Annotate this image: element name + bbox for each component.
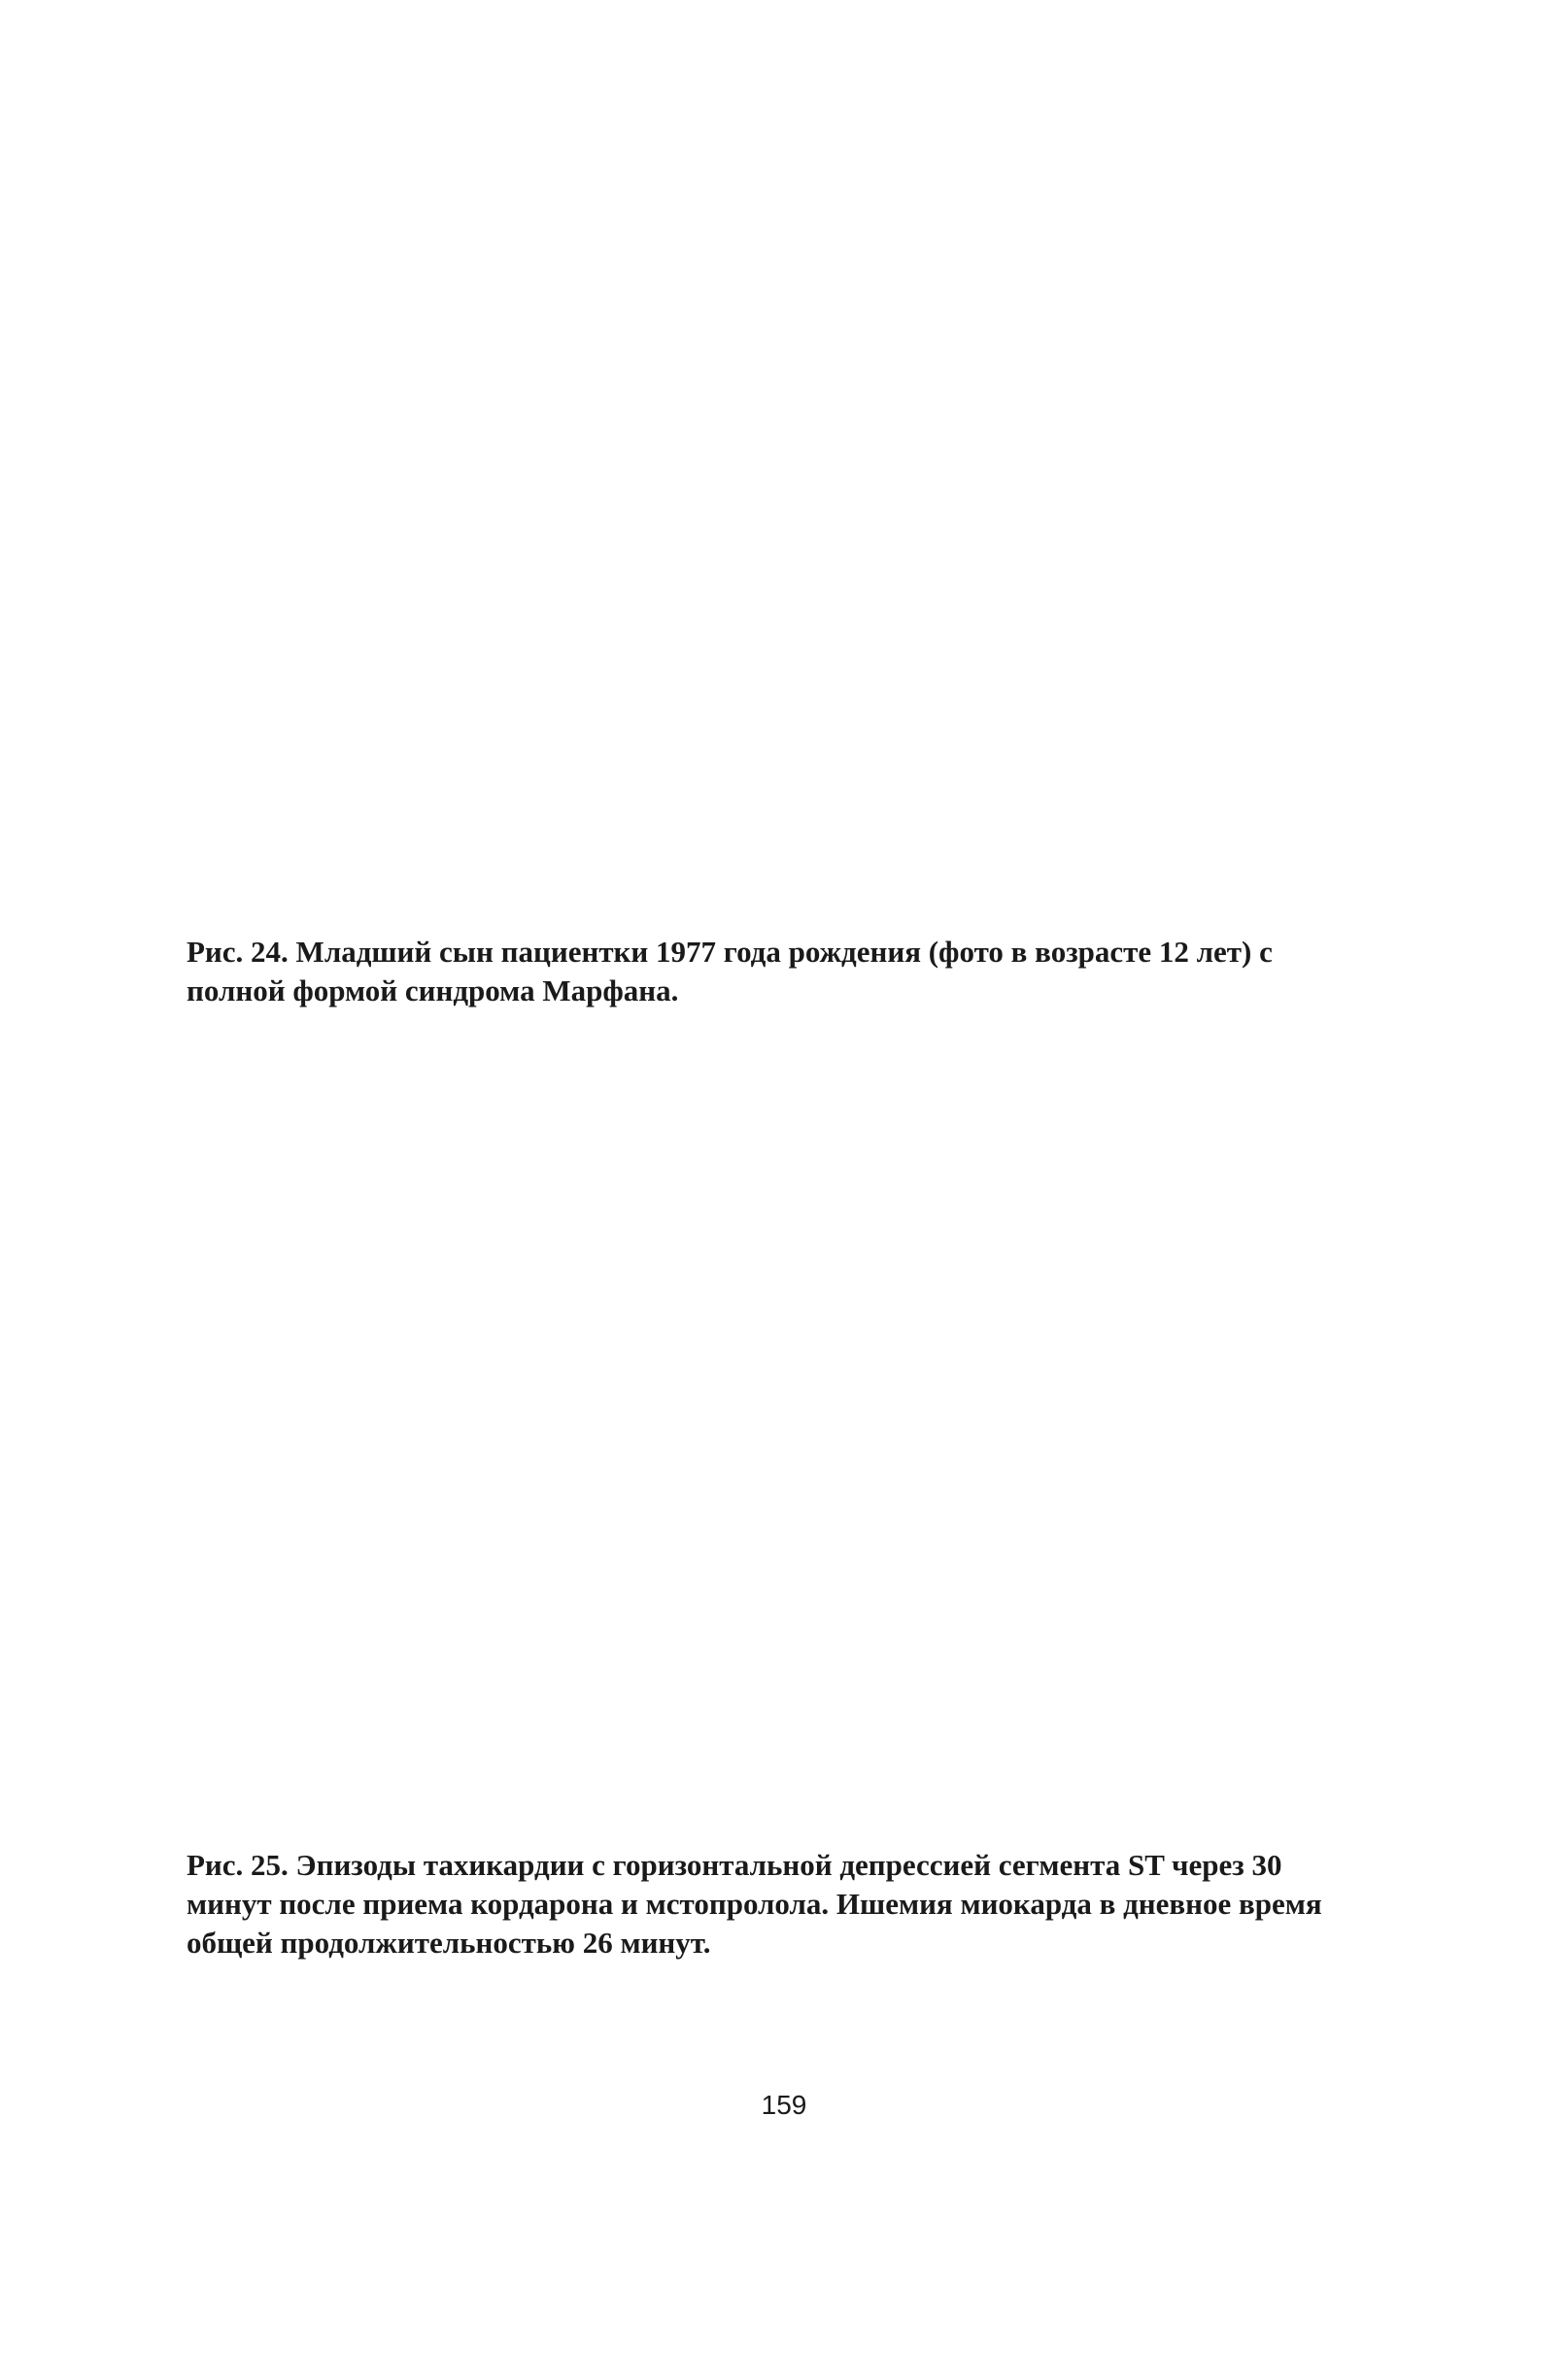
figure-25-caption [187, 1846, 1391, 1962]
caption-line: минут после приема кордарона и мстопролола. Ишемия миокарда в дневное время [187, 1887, 1322, 1921]
caption-line: общей продолжительностью 26 минут. [187, 1926, 711, 1960]
caption-line: Рис. 24. Младший сын пациентки 1977 года рождения (фото в возрасте 12 лет) с [187, 935, 1273, 969]
caption-line: Рис. 25. Эпизоды тахикардии с горизонтальной депрессией сегмента ST через 30 [187, 1848, 1282, 1882]
caption-line: полной формой синдрома Марфана. [187, 973, 679, 1007]
figure-24-caption [187, 933, 1391, 1010]
page-number: 159 [761, 2090, 807, 2120]
